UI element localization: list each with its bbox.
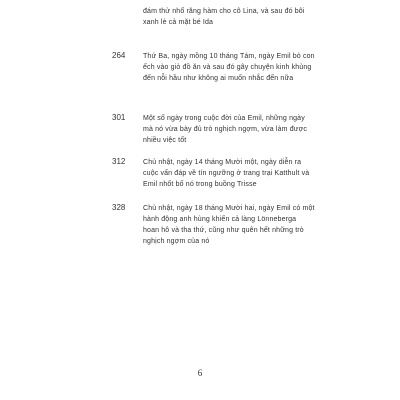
toc-page-number: 328: [112, 203, 126, 212]
toc-entry-text: [143, 51, 318, 84]
toc-entry-line: xanh lè cả mặt bé Ida: [143, 19, 214, 26]
toc-entry-text: [143, 157, 318, 190]
page-number: 6: [197, 368, 203, 378]
toc-entry-line: Một số ngày trong cuộc đời của Emil, những ngày: [143, 115, 305, 122]
toc-entry-line: cuộc vấn đáp về tín ngưỡng ở trang trại Katthult và: [143, 170, 310, 177]
toc-page-number: 264: [112, 51, 126, 60]
toc-entry-line: nghịch ngợm của nó: [143, 238, 210, 245]
toc-page-number: 312: [112, 157, 126, 166]
toc-entry-line: Emil nhốt bố nó trong buồng Trisse: [143, 181, 257, 188]
toc-entry-line: ếch vào giỏ đồ ăn và sau đó gây chuyện kinh khủng: [143, 64, 312, 71]
toc-entry-text: [143, 113, 318, 146]
toc-entry-line: đến nỗi hầu như không ai muốn nhắc đến nữa: [143, 75, 294, 82]
toc-entry-text: [143, 6, 318, 28]
toc-entry-line: mà nó vừa bày đủ trò nghịch ngợm, vừa làm được: [143, 126, 307, 133]
toc-entry-line: hành động anh hùng khiến cả làng Lönneberga: [143, 216, 297, 223]
toc-entry-line: hoan hô và tha thứ, cũng như quên hết những trò: [143, 227, 304, 234]
toc-entry-line: Chủ nhật, ngày 14 tháng Mười một, ngày diễn ra: [143, 159, 302, 166]
toc-entry-line: Thứ Ba, ngày mồng 10 tháng Tám, ngày Emil bỏ con: [143, 53, 315, 60]
toc-entry-line: đám thử nhổ răng hàm cho cô Lina, và sau đó bôi: [143, 8, 305, 15]
toc-page-number: 301: [112, 113, 126, 122]
toc-entry-line: Chủ nhật, ngày 18 tháng Mười hai, ngày Emil có một: [143, 205, 315, 212]
toc-entry-text: [143, 203, 318, 247]
toc-entry-line: nhiều việc tốt: [143, 137, 187, 144]
